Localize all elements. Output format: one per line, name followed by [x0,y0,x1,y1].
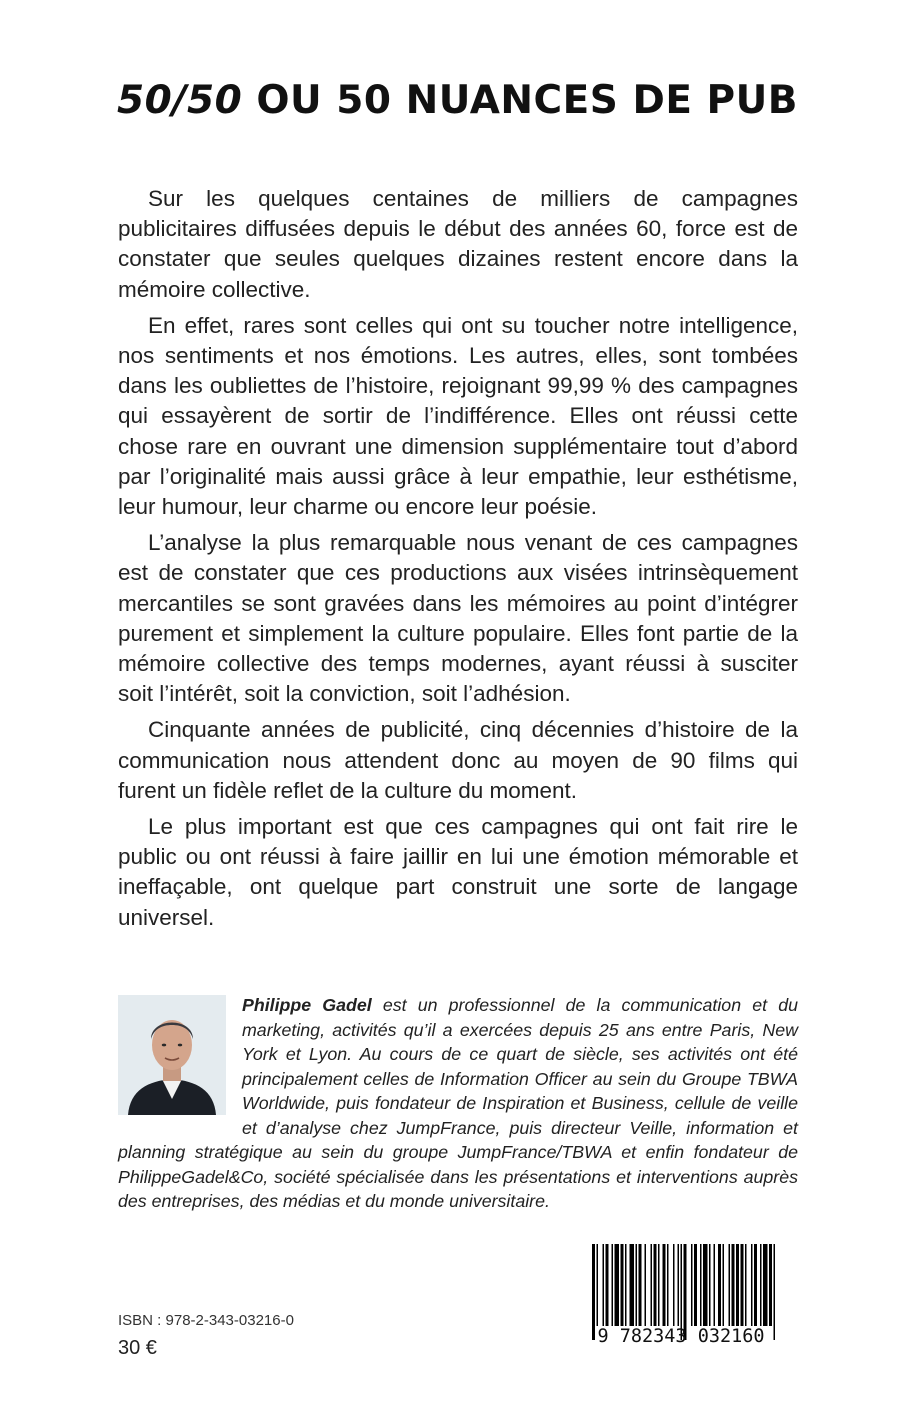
barcode-bar [745,1244,747,1326]
barcode-bar [678,1244,680,1326]
barcode-bar [763,1244,768,1326]
author-photo [118,995,226,1115]
barcode-bar [760,1244,762,1326]
barcode-bar [700,1244,702,1326]
barcode-bar [651,1244,653,1326]
blurb-paragraph: Le plus important est que ces campagnes qui ont fait rire le public ou ont réussi à faire jaillir en lui une émotion mémorable et ineffaçable, ont quelque part construit une sorte de langage universel. [118,814,798,930]
barcode-bar [703,1244,708,1326]
barcode-bar [714,1244,716,1326]
author-bio-text: est un professionnel de la communication et du marketing, activités qu’il a exercées depuis 25 ans entre Paris, New York et Lyon. Au cours de ce quart de siècle, ses activités ont été principalement celles de Information Officer au sein du Groupe TBWA Worldwide, puis fondateur de Inspiration et Business, cellule de veille et d’analyse chez JumpFrance, puis directeur Veille, information et planning stratégique au sein du groupe JumpFrance/TBWA et enfin fondateur de PhilippeGadel&Co, société spécialisée dans les présentations et interventions auprès des entreprises, des médias et du monde universitaire. [118,995,798,1211]
barcode-bar [732,1244,735,1326]
blurb-paragraph: En effet, rares sont celles qui ont su toucher notre intelligence, nos sentiments et nos émotions. Les autres, elles, sont tombées dans les oubliettes de l’histoire, rejoignant 99,99 % des campagnes qui essayèrent de sortir de l’indifférence. Elles ont réussi cette chose rare en ouvrant une dimension supplémentaire tout d’abord par l’originalité mais aussi grâce à leur empathie, leur esthétisme, leur humour, leur charme ou encore leur poésie. [118,312,798,520]
price-label: 30 € [118,1337,157,1359]
barcode-bar [654,1244,657,1326]
author-portrait-icon [118,995,226,1115]
barcode-bar [663,1244,666,1326]
barcode-bar [630,1244,635,1326]
barcode-bar [625,1244,627,1326]
barcode-bar [615,1244,620,1326]
barcode-bar [639,1244,642,1326]
barcode-bar [645,1244,647,1326]
barcode-bar [621,1244,624,1326]
barcode-bar [667,1244,669,1326]
barcode-bar [729,1244,731,1326]
barcode-bar [694,1244,697,1326]
book-title [0,78,915,123]
title-rest: OU 50 NUANCES DE PUB [242,78,799,123]
author-name: Philippe Gadel [242,995,372,1015]
barcode-bar [718,1244,721,1326]
blurb-paragraph: Sur les quelques centaines de milliers de campagnes publicitaires diffusées depuis le début des années 60, force est de constater que seules quelques dizaines restent encore dans la mémoire collective. [118,186,798,302]
barcode-bar [658,1244,660,1326]
title-number: 50/50 [116,78,243,123]
back-cover-blurb [118,184,798,939]
barcode-bar [709,1244,711,1326]
barcode-bar [769,1244,772,1326]
author-bio [118,993,798,1214]
blurb-paragraph: Cinquante années de publicité, cinq décennies d’histoire de la communication nous attendent donc au moyen de 90 films qui furent un fidèle reflet de la culture du moment. [118,717,798,803]
barcode-bar [741,1244,744,1326]
barcode-bar [754,1244,757,1326]
barcode-bar [597,1244,599,1326]
barcode-bar [723,1244,725,1326]
barcode-bar [636,1244,638,1326]
barcode-bar [606,1244,609,1326]
blurb-paragraph: L’analyse la plus remarquable nous venant de ces campagnes est de constater que ces productions aux visées intrinsèquement mercantiles se sont gravées dans les mémoires au point d’intégrer purement et simplement la culture populaire. Elles font partie de la mémoire collective des temps modernes, ayant réussi à susciter soit l’intérêt, soit la conviction, soit l’adhésion. [118,530,798,707]
barcode-bar [603,1244,605,1326]
barcode-bar [612,1244,614,1326]
barcode-bar [691,1244,693,1326]
isbn-label: ISBN : 978-2-343-03216-0 [118,1312,294,1329]
barcode-bar [673,1244,675,1326]
barcode-bar [736,1244,739,1326]
barcode-digits: 9 782343 032160 [597,1326,765,1347]
barcode-bar [751,1244,753,1326]
